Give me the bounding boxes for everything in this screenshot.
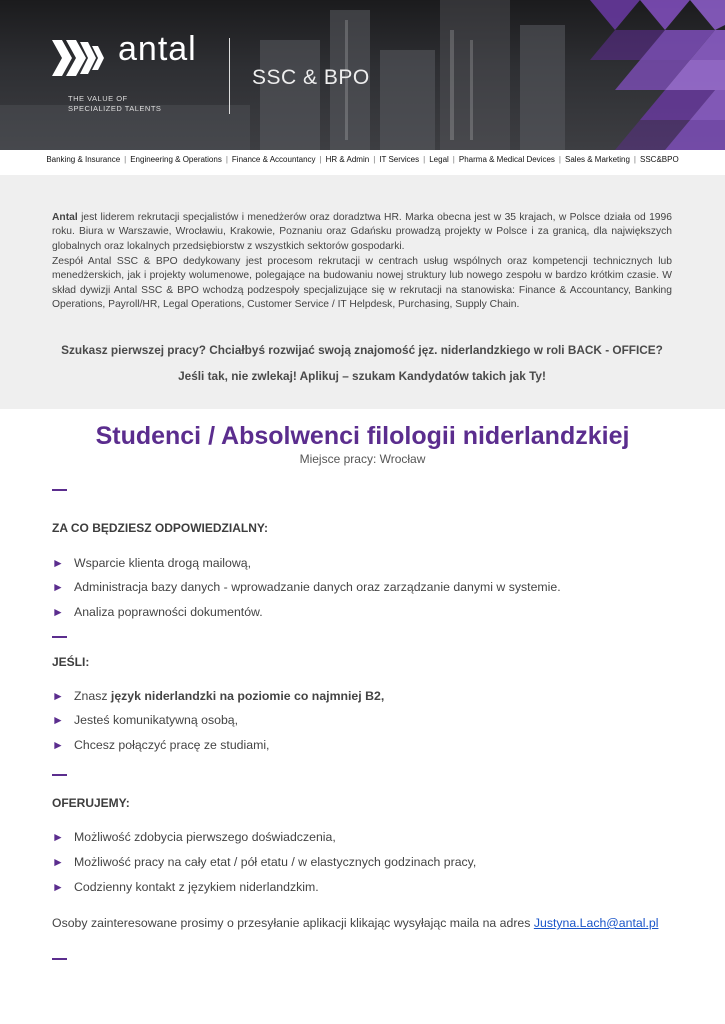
nav-separator: | [633, 155, 636, 164]
offer-heading: OFERUJEMY: [52, 796, 130, 810]
sector-nav [0, 150, 725, 174]
nav-item[interactable]: HR & Admin [325, 155, 370, 164]
list-item [52, 580, 561, 594]
bullet-arrow-icon: ► [52, 580, 64, 594]
tagline-line: SPECIALIZED TALENTS [68, 104, 162, 113]
email-link[interactable]: Justyna.Lach@antal.pl [533, 916, 659, 930]
section-dash [52, 489, 67, 491]
company-name: Antal [52, 212, 78, 223]
team-paragraph: Zespół Antal SSC & BPO dedykowany jest procesom rekrutacji w centrach usług wspólnych oraz kompetencji technicznych lub menedżerskich, jak i projekty wolumenowe, polegające na budowaniu nowej struktury lub nowego zespołu w bardzo krótkim czasie. W skład dywizji Antal SSC & BPO wchodzą podzespoły specjalizujące się w rekrutacji na stanowiska: Finance & Accountancy, Banking Operations, Payroll/HR, Legal Operations, Customer Service / IT Helpdesk, Purchasing, Supply Chain. [52, 256, 672, 311]
nav-separator: | [423, 155, 426, 164]
nav-item[interactable]: IT Services [379, 155, 420, 164]
contact-text [52, 916, 658, 930]
header-banner [0, 0, 725, 150]
list-item-text: Możliwość pracy na cały etat / pół etatu / w elastycznych godzinach pracy, [74, 855, 477, 869]
intro-paragraph [52, 211, 672, 254]
list-item-text: Wsparcie klienta drogą mailową, [74, 556, 252, 570]
nav-item[interactable]: Legal [429, 155, 449, 164]
nav-separator: | [124, 155, 127, 164]
list-item [52, 556, 251, 570]
job-title: Studenci / Absolwenci filologii niderlandzkiej [95, 422, 630, 450]
nav-item[interactable]: Finance & Accountancy [231, 155, 316, 164]
nav-item[interactable]: Engineering & Operations [130, 155, 222, 164]
list-item-text: Możliwość zdobycia pierwszego doświadczenia, [74, 830, 336, 844]
job-location: Miejsce pracy: Wrocław [299, 452, 426, 466]
logo-text: antal [118, 30, 197, 68]
nav-separator: | [373, 155, 376, 164]
nav-item[interactable]: Sales & Marketing [565, 155, 630, 164]
bullet-arrow-icon: ► [52, 689, 64, 703]
section-dash [52, 958, 67, 960]
bullet-arrow-icon: ► [52, 713, 64, 727]
bullet-arrow-icon: ► [52, 556, 64, 570]
nav-separator: | [319, 155, 322, 164]
bullet-arrow-icon: ► [52, 855, 64, 869]
division-name: SSC & BPO [252, 66, 370, 89]
responsibilities-heading: ZA CO BĘDZIESZ ODPOWIEDZIALNY: [52, 521, 268, 535]
contact-label: Osoby zainteresowane prosimy o przesyłanie aplikacji klikając wysyłając maila na adres [52, 916, 534, 930]
nav-separator: | [558, 155, 561, 164]
list-item-text: Chcesz połączyć pracę ze studiami, [74, 738, 270, 752]
list-item [52, 689, 384, 703]
nav-item[interactable]: SSC&BPO [640, 155, 679, 164]
nav-separator: | [225, 155, 228, 164]
antal-logo-icon [52, 40, 104, 76]
section-dash [52, 774, 67, 776]
list-item [52, 605, 263, 619]
call-to-action: Jeśli tak, nie zwlekaj! Aplikuj – szukam Kandydatów takich jak Ty! [178, 369, 546, 383]
intro-text: jest liderem rekrutacji specjalistów i menedżerów oraz doradztwa HR. Marka obecna jest w 35 krajach, w Polsce działa od 1996 roku. Biura w Warszawie, Wrocławiu, Krakowie, Poznaniu oraz Gdańsku prowadzą projekty w Polsce i za granicą, dla największych globalnych oraz lokalnych przedsiębiorstw z wszystkich sektorów gospodarki. [52, 212, 672, 252]
list-item [52, 738, 269, 752]
list-item [52, 713, 238, 727]
list-item [52, 830, 336, 844]
divider [229, 38, 230, 114]
question-text: Szukasz pierwszej pracy? Chciałbyś rozwijać swoją znajomość jęz. niderlandzkiego w roli BACK - OFFICE? [61, 343, 663, 357]
list-item [52, 855, 476, 869]
language-requirement: język niderlandzki na poziomie co najmniej B2, [110, 689, 385, 703]
bullet-arrow-icon: ► [52, 605, 64, 619]
list-item-text: Codzienny kontakt z językiem niderlandzkim. [74, 880, 319, 894]
tagline-line: THE VALUE OF [68, 94, 128, 103]
bullet-arrow-icon: ► [52, 830, 64, 844]
list-item-text: Jesteś komunikatywną osobą, [74, 713, 239, 727]
list-item-text: Analiza poprawności dokumentów. [74, 605, 263, 619]
nav-separator: | [452, 155, 455, 164]
list-item-text: Znasz [74, 689, 111, 703]
list-item [52, 880, 319, 894]
intro-box [0, 175, 725, 409]
list-item-text: Administracja bazy danych - wprowadzanie danych oraz zarządzanie danymi w systemie. [74, 580, 561, 594]
nav-item[interactable]: Banking & Insurance [46, 155, 121, 164]
requirements-heading: JEŚLI: [52, 655, 90, 669]
nav-item[interactable]: Pharma & Medical Devices [458, 155, 555, 164]
section-dash [52, 636, 67, 638]
bullet-arrow-icon: ► [52, 738, 64, 752]
bullet-arrow-icon: ► [52, 880, 64, 894]
tagline [68, 94, 198, 114]
